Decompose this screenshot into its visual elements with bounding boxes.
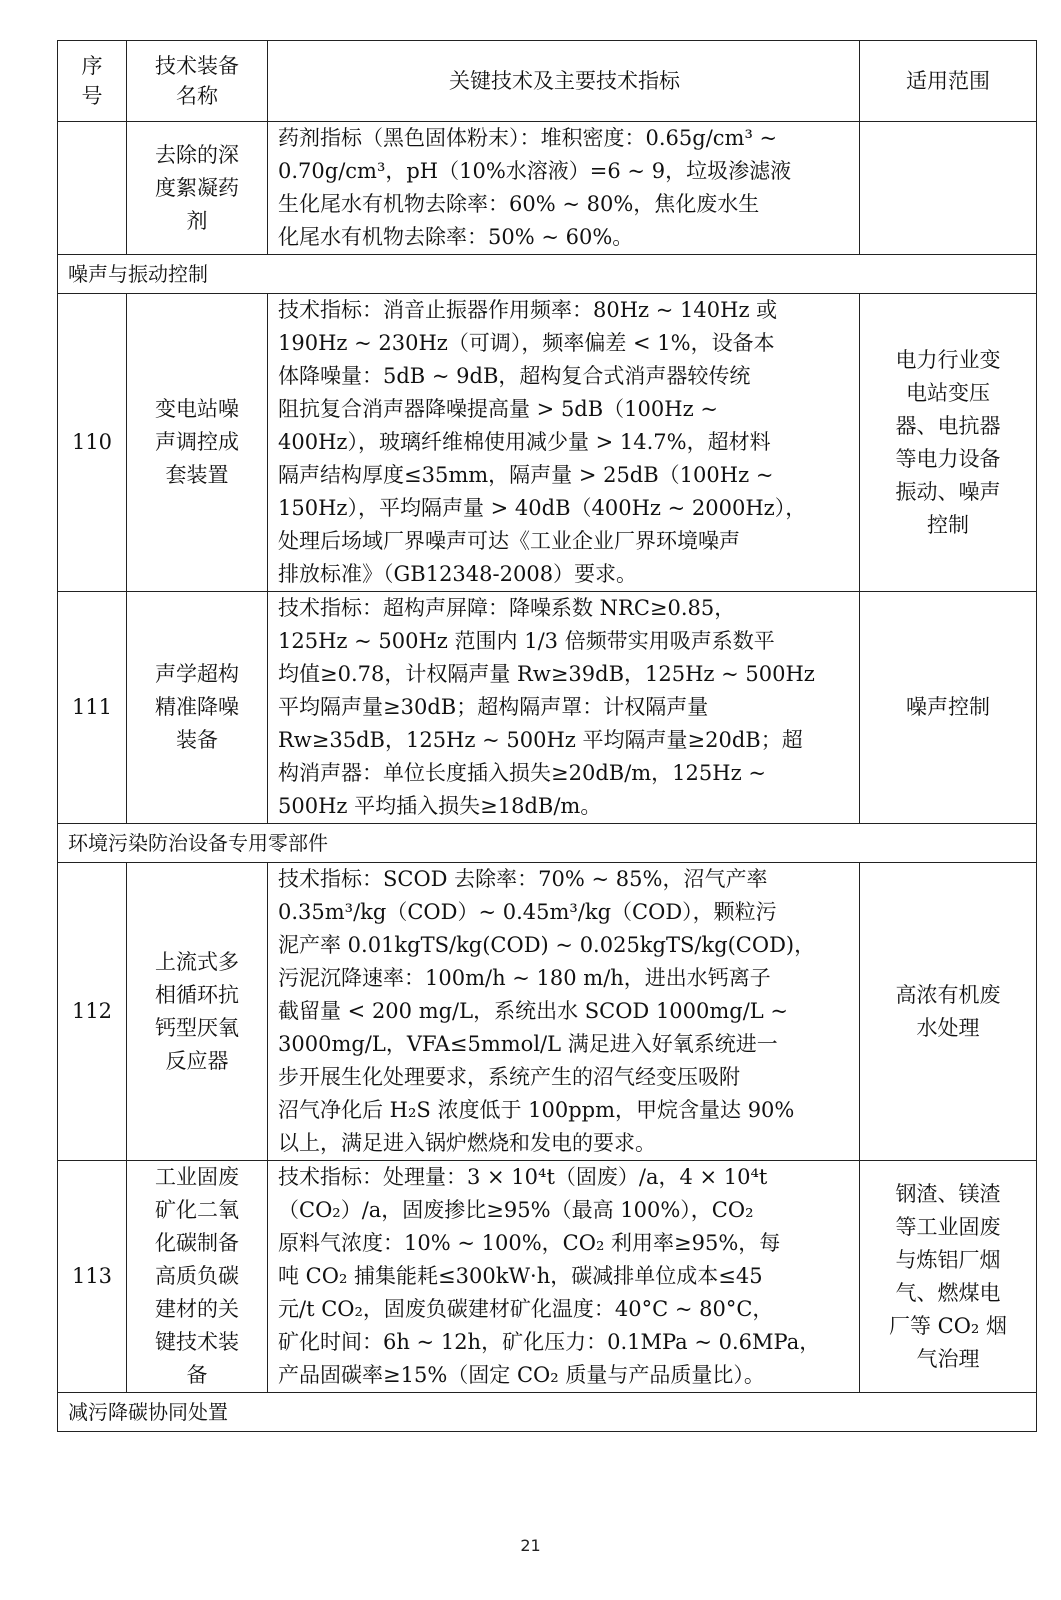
tech-line: 3000mg/L，VFA≤5mmol/L 满足进入好氧系统进一	[278, 1032, 778, 1056]
equipment-table	[57, 40, 1037, 1432]
tech-line: 技术指标：处理量：3 × 10⁴t（固废）/a，4 × 10⁴t	[278, 1165, 768, 1189]
header-name	[127, 41, 268, 122]
tech-line: 生化尾水有机物去除率：60% ~ 80%，焦化废水生	[278, 192, 760, 216]
scope-cell	[860, 122, 1037, 255]
tech-line: 药剂指标（黑色固体粉末）：堆积密度：0.65g/cm³ ~	[278, 126, 778, 150]
scope-line: 振动、噪声	[895, 479, 1001, 504]
tech-line: 以上，满足进入锅炉燃烧和发电的要求。	[278, 1131, 656, 1155]
tech-line: 平均隔声量≥30dB；超构隔声罩：计权隔声量	[278, 695, 709, 719]
section-title: 环境污染防治设备专用零部件	[58, 824, 1037, 863]
seq-cell	[58, 122, 127, 255]
tech-line: 排放标准》（GB12348-2008）要求。	[278, 562, 638, 586]
scope-line: 气治理	[916, 1346, 980, 1371]
tech-line: 化尾水有机物去除率：50% ~ 60%。	[278, 225, 634, 249]
name-cell	[127, 863, 268, 1161]
section-title: 噪声与振动控制	[58, 255, 1037, 294]
name-line: 声学超构	[155, 662, 239, 686]
name-line: 化碳制备	[155, 1231, 239, 1255]
header-seq	[58, 41, 127, 122]
tech-line: 矿化时间：6h ~ 12h，矿化压力：0.1MPa ~ 0.6MPa，	[278, 1330, 821, 1354]
scope-line: 控制	[927, 512, 969, 537]
scope-line: 水处理	[916, 1015, 980, 1040]
tech-line: 150Hz），平均隔声量 > 40dB（400Hz ~ 2000Hz），	[278, 496, 807, 520]
scope-line: 钢渣、镁渣	[895, 1181, 1001, 1206]
tech-line: 污泥沉降速率：100m/h ~ 180 m/h，进出水钙离子	[278, 966, 771, 990]
name-cell	[127, 1161, 268, 1393]
tech-cell	[268, 592, 860, 824]
table-row	[58, 122, 1037, 255]
name-line: 工业固废	[155, 1165, 239, 1189]
tech-line: 吨 CO₂ 捕集能耗≤300kW·h，碳减排单位成本≤45	[278, 1264, 763, 1288]
tech-line: 190Hz ~ 230Hz（可调），频率偏差 < 1%，设备本	[278, 331, 775, 355]
scope-cell	[860, 294, 1037, 592]
scope-line: 气、燃煤电	[895, 1280, 1001, 1305]
scope-line: 电力行业变	[895, 347, 1001, 372]
section-row	[58, 824, 1037, 863]
tech-cell	[268, 863, 860, 1161]
name-line: 去除的深	[155, 142, 239, 167]
scope-cell	[860, 592, 1037, 824]
name-line: 建材的关	[155, 1297, 239, 1321]
tech-line: 步开展生化处理要求，系统产生的沼气经变压吸附	[278, 1065, 740, 1089]
tech-line: 构消声器：单位长度插入损失≥20dB/m，125Hz ~	[278, 761, 766, 785]
header-name-line: 技术装备	[155, 54, 239, 78]
tech-line: 体降噪量：5dB ~ 9dB，超构复合式消声器较传统	[278, 364, 751, 388]
tech-line: 技术指标：消音止振器作用频率：80Hz ~ 140Hz 或	[278, 298, 778, 322]
name-cell	[127, 294, 268, 592]
scope-cell	[860, 1161, 1037, 1393]
header-tech: 关键技术及主要技术指标	[268, 41, 860, 122]
table-header-row	[58, 41, 1037, 122]
page-number: 21	[520, 1536, 541, 1555]
tech-cell	[268, 122, 860, 255]
header-seq-line: 号	[81, 84, 103, 108]
scope-line: 电站变压	[906, 380, 990, 405]
name-line: 度絮凝药	[155, 175, 239, 200]
name-line: 反应器	[165, 1048, 229, 1073]
tech-line: 0.35m³/kg（COD）~ 0.45m³/kg（COD），颗粒污	[278, 900, 777, 924]
tech-line: 阻抗复合消声器降噪提高量 > 5dB（100Hz ~	[278, 397, 718, 421]
name-line: 相循环抗	[155, 982, 239, 1007]
name-line: 声调控成	[155, 430, 239, 454]
tech-line: （CO₂）/a，固废掺比≥95%（最高 100%），CO₂	[278, 1198, 754, 1222]
tech-line: Rw≥35dB，125Hz ~ 500Hz 平均隔声量≥20dB；超	[278, 728, 803, 752]
scope-line: 厂等 CO₂ 烟	[888, 1313, 1008, 1338]
name-line: 变电站噪	[155, 397, 239, 421]
scope-line: 等工业固废	[895, 1214, 1001, 1239]
table-row	[58, 863, 1037, 1161]
header-scope: 适用范围	[860, 41, 1037, 122]
table-row	[58, 1161, 1037, 1393]
scope-cell	[860, 863, 1037, 1161]
scope-line: 等电力设备	[895, 446, 1001, 471]
section-row	[58, 1393, 1037, 1432]
header-seq-line: 序	[81, 54, 103, 78]
tech-line: 沼气净化后 H₂S 浓度低于 100ppm，甲烷含量达 90%	[278, 1098, 795, 1122]
name-line: 备	[186, 1363, 208, 1387]
tech-line: 处理后场域厂界噪声可达《工业企业厂界环境噪声	[278, 529, 740, 553]
tech-line: 400Hz），玻璃纤维棉使用减少量 > 14.7%，超材料	[278, 430, 771, 454]
tech-line: 原料气浓度：10% ~ 100%，CO₂ 利用率≥95%，每	[278, 1231, 781, 1255]
seq-cell: 112	[58, 863, 127, 1161]
tech-cell	[268, 1161, 860, 1393]
name-line: 装备	[176, 728, 218, 752]
tech-line: 产品固碳率≥15%（固定 CO₂ 质量与产品质量比）。	[278, 1363, 765, 1387]
section-title: 减污降碳协同处置	[58, 1393, 1037, 1432]
tech-line: 截留量 < 200 mg/L，系统出水 SCOD 1000mg/L ~	[278, 999, 789, 1023]
seq-cell: 110	[58, 294, 127, 592]
tech-cell	[268, 294, 860, 592]
name-line: 矿化二氧	[155, 1198, 239, 1222]
header-name-line: 名称	[176, 84, 218, 108]
section-row	[58, 255, 1037, 294]
name-line: 键技术装	[155, 1330, 239, 1354]
name-cell	[127, 122, 268, 255]
name-line: 精准降噪	[155, 695, 239, 719]
seq-cell: 111	[58, 592, 127, 824]
name-line: 剂	[186, 208, 208, 233]
tech-line: 泥产率 0.01kgTS/kg(COD) ~ 0.025kgTS/kg(COD)，	[278, 933, 816, 957]
seq-cell: 113	[58, 1161, 127, 1393]
name-line: 套装置	[165, 463, 229, 487]
tech-line: 500Hz 平均插入损失≥18dB/m。	[278, 794, 602, 818]
tech-line: 元/t CO₂，固废负碳建材矿化温度：40°C ~ 80°C，	[278, 1297, 774, 1321]
tech-line: 125Hz ~ 500Hz 范围内 1/3 倍频带实用吸声系数平	[278, 629, 775, 653]
name-line: 高质负碳	[155, 1264, 239, 1288]
tech-line: 技术指标：SCOD 去除率：70% ~ 85%，沼气产率	[278, 867, 768, 891]
name-line: 上流式多	[155, 949, 239, 974]
table-row	[58, 592, 1037, 824]
tech-line: 均值≥0.78，计权隔声量 Rw≥39dB，125Hz ~ 500Hz	[278, 662, 815, 686]
tech-line: 0.70g/cm³，pH（10%水溶液）=6 ~ 9，垃圾渗滤液	[278, 159, 792, 183]
name-line: 钙型厌氧	[155, 1015, 239, 1040]
tech-line: 隔声结构厚度≤35mm，隔声量 > 25dB（100Hz ~	[278, 463, 774, 487]
table-row	[58, 294, 1037, 592]
scope-line: 噪声控制	[906, 695, 990, 719]
scope-line: 高浓有机废	[895, 982, 1001, 1007]
name-cell	[127, 592, 268, 824]
scope-line: 与炼铝厂烟	[895, 1247, 1001, 1272]
scope-line: 器、电抗器	[895, 413, 1001, 438]
tech-line: 技术指标：超构声屏障：降噪系数 NRC≥0.85，	[278, 596, 736, 620]
